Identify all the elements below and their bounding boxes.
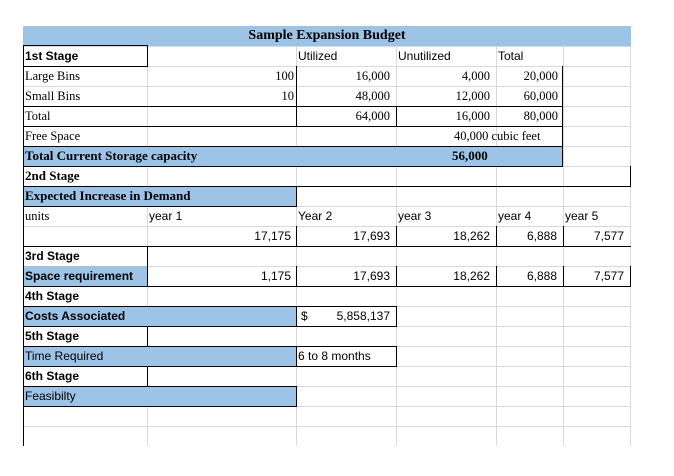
free-space-label: Free Space: [25, 129, 81, 143]
stage4-left-border: [23, 286, 24, 306]
row-total-total: 80,000: [523, 109, 558, 123]
row-small-bins-label: Small Bins: [25, 89, 81, 103]
header-total: Total: [498, 49, 524, 63]
year1-right-border: [296, 226, 297, 246]
space-y4-right-border: [563, 266, 564, 286]
year1-label: year 1: [149, 209, 183, 223]
row-total-label: Total: [25, 109, 51, 123]
units-left-border: [23, 206, 24, 246]
year3-right-border: [496, 226, 497, 246]
space-year5: 7,577: [593, 269, 624, 283]
cost-value: 5,858,137: [336, 309, 390, 323]
row-large-bins-unutilized: 4,000: [461, 69, 490, 83]
demand-label: Expected Increase in Demand: [23, 186, 296, 206]
stage4-label: 4th Stage: [25, 289, 80, 303]
cost-currency: $: [301, 309, 308, 323]
stage2-left-border: [23, 166, 24, 186]
stage2-label: 2nd Stage: [25, 168, 80, 183]
row-small-bins-qty: 10: [281, 89, 294, 103]
row-small-bins-total: 60,000: [523, 89, 558, 103]
row-large-bins-label: Large Bins: [25, 69, 80, 83]
space-year4: 6,888: [526, 269, 557, 283]
row-large-bins-utilized: 16,000: [355, 69, 390, 83]
stage1-utilized-right-border: [396, 106, 397, 126]
year2-right-border: [396, 226, 397, 246]
time-required-label: Time Required: [23, 346, 296, 366]
year2-label: Year 2: [298, 209, 333, 223]
demand-year5: 7,577: [593, 229, 624, 243]
space-y5-right-border: [630, 266, 631, 286]
row-total-unutilized: 16,000: [455, 109, 490, 123]
capacity-top-border: [23, 146, 563, 147]
stage1-qty-right-border: [296, 66, 297, 126]
year3-label: year 3: [398, 209, 432, 223]
year4-label: year 4: [498, 209, 532, 223]
demand-year3: 18,262: [453, 229, 490, 243]
space-year1: 1,175: [260, 269, 291, 283]
demand-year1: 17,175: [254, 229, 291, 243]
space-y2-right-border: [396, 266, 397, 286]
units-label: units: [25, 209, 50, 223]
stage1-total-top-border: [23, 106, 563, 107]
year4-right-border: [563, 226, 564, 246]
capacity-label: Total Current Storage capacity: [25, 148, 198, 163]
space-label-right-border: [147, 266, 148, 286]
sheet-left-edge: [23, 406, 24, 446]
free-space-value: 40,000 cubic feet: [454, 129, 541, 143]
capacity-value: 56,000: [452, 148, 488, 163]
space-y1-right-border: [296, 266, 297, 286]
stage6-label: 6th Stage: [25, 369, 80, 383]
stage1-right-border: [562, 66, 563, 166]
stage5-label: 5th Stage: [25, 329, 80, 343]
time-required-value: 6 to 8 months: [298, 349, 371, 363]
row-small-bins-utilized: 48,000: [355, 89, 390, 103]
year5-label: year 5: [565, 209, 599, 223]
header-unutilized: Unutilized: [398, 49, 451, 63]
row-total-utilized: 64,000: [355, 109, 390, 123]
demand-year2: 17,693: [353, 229, 390, 243]
row-small-bins-unutilized: 12,000: [455, 89, 490, 103]
stage3-label: 3rd Stage: [25, 249, 80, 263]
costs-associated-label: Costs Associated: [23, 306, 296, 326]
space-year3: 18,262: [453, 269, 490, 283]
stage1-label: 1st Stage: [25, 49, 79, 63]
row-large-bins-qty: 100: [275, 69, 294, 83]
header-utilized: Utilized: [298, 49, 338, 63]
space-left-border: [23, 266, 24, 286]
space-y3-right-border: [496, 266, 497, 286]
space-year2: 17,693: [353, 269, 390, 283]
space-requirement-label: Space requirement: [23, 266, 147, 286]
stage2-right-border: [630, 166, 631, 186]
demand-year4: 6,888: [526, 229, 557, 243]
sheet-title: Sample Expansion Budget: [23, 26, 631, 46]
feasibility-label: Feasibilty: [23, 386, 296, 406]
row-large-bins-total: 20,000: [523, 69, 558, 83]
stage1-total-bottom-border: [23, 126, 563, 127]
